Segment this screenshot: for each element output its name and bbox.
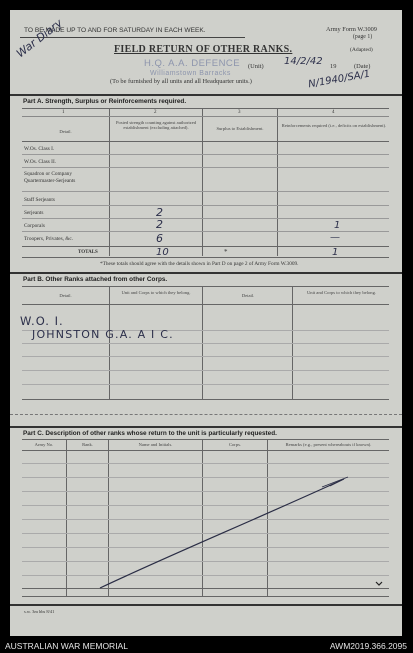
row-label-staff-serjeants: Staff Serjeants	[24, 197, 55, 203]
adapted-note: (Adapted)	[350, 47, 373, 53]
unit-label: (Unit)	[248, 63, 264, 70]
form-sheet	[10, 10, 402, 636]
part-a-footnote: *These totals should agree with the details shown in Part D on page 2 of Army Form W.3009.	[100, 261, 299, 267]
part-c-col-corps: Corps.	[228, 442, 242, 447]
unit-stamp-line2: Williamstown Barracks	[150, 70, 231, 77]
serjeants-posted: 2	[156, 206, 163, 219]
strike-through-line	[22, 439, 389, 599]
part-b-top-rule	[10, 272, 402, 274]
part-c-bottom-rule	[10, 604, 402, 606]
part-b-entry-rank: W.O. I.	[20, 314, 64, 328]
corporals-posted: 2	[156, 218, 163, 231]
top-note-underline	[20, 37, 245, 38]
date-label: (Date)	[354, 63, 371, 70]
part-b-col-unit-2: Unit and Corps to which they belong.	[306, 290, 377, 295]
part-c-col-army-no: Army No.	[34, 442, 54, 447]
part-b-col-detail-2: Detail.	[241, 293, 255, 298]
troopers-posted: 6	[156, 232, 163, 245]
col-number-1: 1	[62, 110, 65, 115]
part-a-table	[22, 108, 389, 260]
col-number-2: 2	[154, 110, 157, 115]
year-prefix: 19	[330, 63, 337, 70]
part-b-table	[22, 286, 389, 402]
row-label-cqms: Squadron or Company Quartermaster-Serjeants	[24, 171, 76, 184]
caption-left: AUSTRALIAN WAR MEMORIAL	[5, 641, 128, 651]
total-surplus-marker: *	[224, 248, 228, 256]
part-b-entry-name: JOHNSTON G.A. A I C.	[32, 328, 174, 341]
part-b-col-detail: Detail.	[59, 293, 72, 298]
col-header-surplus: Surplus to Establishment.	[216, 126, 264, 131]
col-number-3: 3	[238, 110, 241, 115]
part-c-heading: Part C. Description of other ranks whose return to the unit is particularly requested.	[23, 430, 277, 437]
perforation-line	[10, 414, 402, 415]
part-c-col-name: Name and Initials.	[138, 442, 173, 447]
part-c-col-remarks: Remarks (e.g., present whereabouts if known).	[285, 442, 372, 447]
reference-handwritten: N/1940/SA/1	[307, 68, 372, 91]
corporals-reinforcements: 1	[334, 220, 341, 231]
form-instruction: (To be furnished by all units and all Headquarter units.)	[110, 78, 252, 85]
total-reinforcements: 1	[332, 247, 339, 258]
part-a-heading: Part A. Strength, Surplus or Reinforcements required.	[23, 98, 187, 105]
row-label-serjeants: Serjeants	[24, 210, 44, 216]
col-header-detail: Detail.	[59, 129, 72, 134]
page-number: (page 1)	[353, 34, 373, 40]
part-a-top-rule	[10, 94, 402, 96]
row-label-corporals: Corporals	[24, 223, 45, 229]
unit-stamp: H.Q. A.A. DEFENCE	[144, 58, 241, 69]
total-posted: 10	[156, 247, 169, 258]
form-title: FIELD RETURN OF OTHER RANKS.	[114, 44, 293, 55]
part-c-col-rank: Rank.	[82, 442, 93, 447]
part-c-top-rule	[10, 426, 402, 428]
totals-label: TOTALS	[78, 250, 98, 255]
part-c-table	[22, 439, 389, 599]
top-note: TO BE MADE UP TO AND FOR SATURDAY IN EACH WEEK.	[24, 27, 206, 34]
col-number-4: 4	[332, 110, 335, 115]
margin-handwritten-note: War Diary	[14, 16, 65, 61]
part-b-col-unit: Unit and Corps to which they belong.	[121, 290, 191, 295]
print-code: s.w. 3m hbs 8/41	[24, 609, 55, 614]
part-b-heading: Part B. Other Ranks attached from other Corps.	[23, 276, 168, 283]
row-label-troopers: Troopers, Privates, &c.	[24, 236, 74, 242]
date-handwritten: 14/2/42	[284, 56, 323, 67]
row-label-wo-class-1: W.Os. Class I.	[24, 146, 55, 152]
col-header-posted: Posted strength counting against authorized establishment (excluding attached).	[115, 120, 197, 131]
troopers-reinforcements: —	[330, 232, 340, 243]
row-label-wo-class-2: W.Os. Class II.	[24, 159, 57, 165]
army-form-number: Army Form W.3009	[326, 26, 377, 33]
caption-right: AWM2019.366.2095	[329, 641, 407, 651]
col-header-reinforcements: Reinforcements required (i.e., deficits on establishment).	[281, 123, 387, 128]
